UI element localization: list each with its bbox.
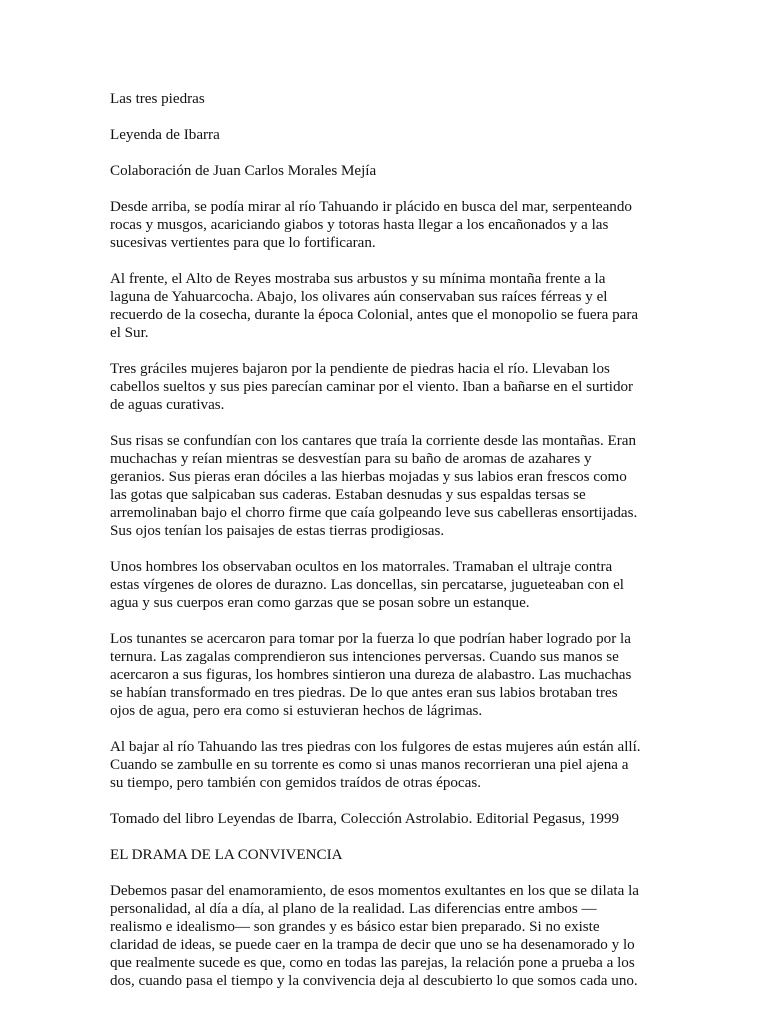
paragraph-2 <box>110 270 658 342</box>
paragraph-6 <box>110 630 658 720</box>
paragraph-line: agua y sus cuerpos eran como garzas que se posan sobre un estanque. <box>110 595 530 611</box>
paragraph-line: acercaron a sus figuras, los hombres sintieron una dureza de alabastro. Las muchachas <box>110 667 632 683</box>
paragraph-line: ojos de agua, pero era como si estuvieran hechos de lágrimas. <box>110 703 483 719</box>
paragraph-line: Sus risas se confundían con los cantares que traía la corriente desde las montañas. Eran <box>110 433 637 449</box>
document-title: Las tres piedras <box>110 91 205 107</box>
paragraph-line: cabellos sueltos y sus pies parecían caminar por el viento. Iban a bañarse en el surtidor <box>110 379 634 395</box>
paragraph-line: muchachas y reían mientras se desvestían para su baño de aromas de azahares y <box>110 451 592 467</box>
paragraph-line: Cuando se zambulle en su torrente es como si unas manos recorrieran una piel ajena a <box>110 757 629 773</box>
paragraph-line: Unos hombres los observaban ocultos en los matorrales. Tramaban el ultraje contra <box>110 559 613 575</box>
paragraph-5 <box>110 558 658 612</box>
paragraph-line: recuerdo de la cosecha, durante la época Colonial, antes que el monopolio se fuera para <box>110 307 639 323</box>
paragraph-line: Tres gráciles mujeres bajaron por la pendiente de piedras hacia el río. Llevaban los <box>110 361 610 377</box>
section-heading: EL DRAMA DE LA CONVIVENCIA <box>110 847 343 863</box>
paragraph-line: realismo e idealismo— son grandes y es básico estar bien preparado. Si no existe <box>110 919 600 935</box>
paragraph-line: geranios. Sus pieras eran dóciles a las hierbas mojadas y sus labios eran frescos como <box>110 469 627 485</box>
paragraph-line: estas vírgenes de olores de durazno. Las doncellas, sin percatarse, jugueteaban con el <box>110 577 624 593</box>
paragraph-1 <box>110 198 658 252</box>
paragraph-7 <box>110 738 658 792</box>
paragraph-line: personalidad, al día a día, al plano de la realidad. Las diferencias entre ambos — <box>110 901 597 917</box>
paragraph-line: Al frente, el Alto de Reyes mostraba sus arbustos y su mínima montaña frente a la <box>110 271 606 287</box>
paragraph-line: de aguas curativas. <box>110 397 225 413</box>
paragraph-line: Desde arriba, se podía mirar al río Tahuando ir plácido en busca del mar, serpenteando <box>110 199 632 215</box>
paragraph-line: Los tunantes se acercaron para tomar por la fuerza lo que podrían haber logrado por la <box>110 631 631 647</box>
section-paragraph <box>110 882 658 990</box>
paragraph-line: el Sur. <box>110 325 149 341</box>
paragraph-line: se habían transformado en tres piedras. De lo que antes eran sus labios brotaban tres <box>110 685 618 701</box>
source-citation: Tomado del libro Leyendas de Ibarra, Colección Astrolabio. Editorial Pegasus, 1999 <box>110 811 620 827</box>
document-credit: Colaboración de Juan Carlos Morales Mejía <box>110 163 377 179</box>
paragraph-line: Debemos pasar del enamoramiento, de esos momentos exultantes en los que se dilata la <box>110 883 639 899</box>
paragraph-line: Al bajar al río Tahuando las tres piedras con los fulgores de estas mujeres aún están allí. <box>110 739 641 755</box>
paragraph-line: Sus ojos tenían los paisajes de estas tierras prodigiosas. <box>110 523 445 539</box>
paragraph-line: que realmente sucede es que, como en todas las parejas, la relación pone a prueba a los <box>110 955 635 971</box>
paragraph-line: rocas y musgos, acariciando giabos y totoras hasta llegar a los encañonados y a las <box>110 217 609 233</box>
paragraph-line: las gotas que salpicaban sus caderas. Estaban desnudas y sus espaldas tersas se <box>110 487 586 503</box>
paragraph-line: laguna de Yahuarcocha. Abajo, los olivares aún conservaban sus raíces férreas y el <box>110 289 608 305</box>
paragraph-line: claridad de ideas, se puede caer en la trampa de decir que uno se ha desenamorado y lo <box>110 937 635 953</box>
paragraph-line: ternura. Las zagalas comprendieron sus intenciones perversas. Cuando sus manos se <box>110 649 619 665</box>
paragraph-line: sucesivas vertientes para que lo fortificaran. <box>110 235 376 251</box>
paragraph-3 <box>110 360 658 414</box>
paragraph-line: su tiempo, pero también con gemidos traídos de otras épocas. <box>110 775 481 791</box>
document-subtitle: Leyenda de Ibarra <box>110 127 220 143</box>
document-page <box>110 90 658 1008</box>
paragraph-line: dos, cuando pasa el tiempo y la convivencia deja al descubierto lo que somos cada uno. <box>110 973 638 989</box>
paragraph-4 <box>110 432 658 540</box>
paragraph-line: arremolinaban bajo el chorro firme que caía golpeando leve sus cabelleras ensortijadas. <box>110 505 638 521</box>
